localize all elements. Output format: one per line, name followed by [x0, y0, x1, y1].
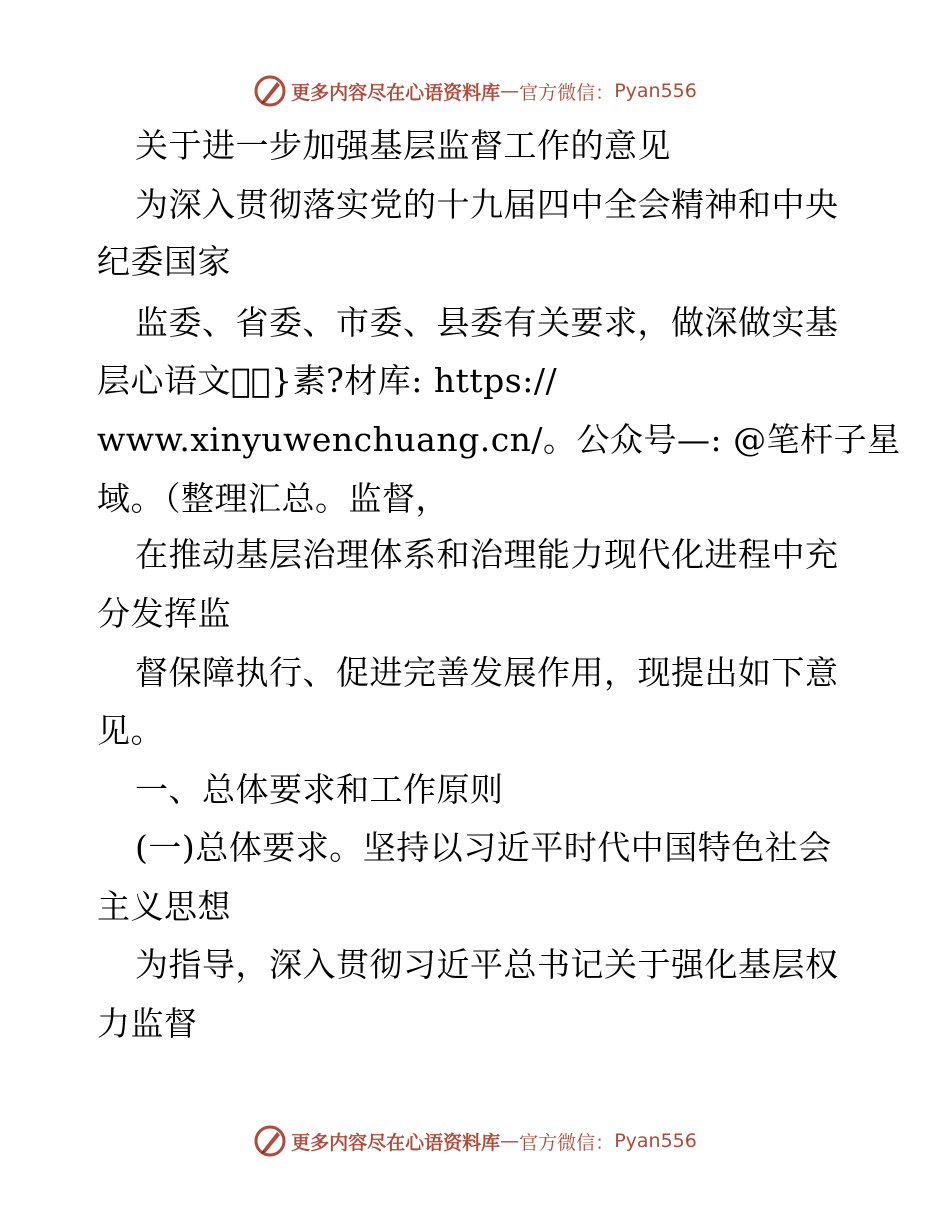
- text-line: www.xinyuwenchuang.cn/。公众号—: @笔杆子星: [97, 420, 901, 459]
- pen-logo-icon: [253, 74, 287, 108]
- watermark-separator: —: [500, 1130, 520, 1152]
- section-heading: 一、总体要求和工作原则: [135, 770, 504, 809]
- document-title: 关于进一步加强基层监督工作的意见: [135, 126, 671, 165]
- watermark-text: 更多内容尽在心语资料库: [291, 81, 501, 104]
- text-line: 督保障执行、促进完善发展作用，现提出如下意: [135, 653, 839, 692]
- watermark-wechat-label: 官方微信：: [519, 1131, 615, 1154]
- watermark-wechat-id: Pyan556: [614, 80, 697, 102]
- text-line: 主义思想: [97, 887, 231, 926]
- pen-logo-icon: [253, 1124, 287, 1158]
- text-line: 为深入贯彻落实党的十九届四中全会精神和中央: [135, 185, 839, 224]
- text-line: 见。: [97, 711, 164, 750]
- text-line: 域。（整理汇总。监督，: [97, 479, 449, 518]
- text-line: 为指导，深入贯彻习近平总书记关于强化基层权: [135, 945, 839, 984]
- watermark-banner-top: [0, 71, 950, 111]
- text-line: 层心语文创⃫}素?材库: https://: [97, 361, 558, 400]
- text-line: 分发挥监: [97, 594, 231, 633]
- watermark-banner-bottom: [0, 1121, 950, 1161]
- text-line: 监委、省委、市委、县委有关要求，做深做实基: [135, 303, 839, 342]
- watermark-wechat-id: Pyan556: [614, 1130, 697, 1152]
- text-line: (一)总体要求。坚持以习近平时代中国特色社会: [135, 828, 832, 867]
- watermark-separator: —: [500, 80, 520, 102]
- watermark-wechat-label: 官方微信：: [519, 81, 615, 104]
- text-line: 纪委国家: [97, 242, 231, 281]
- watermark-text: 更多内容尽在心语资料库: [291, 1131, 501, 1154]
- text-line: 力监督: [97, 1004, 198, 1043]
- text-line: 在推动基层治理体系和治理能力现代化进程中充: [135, 535, 839, 574]
